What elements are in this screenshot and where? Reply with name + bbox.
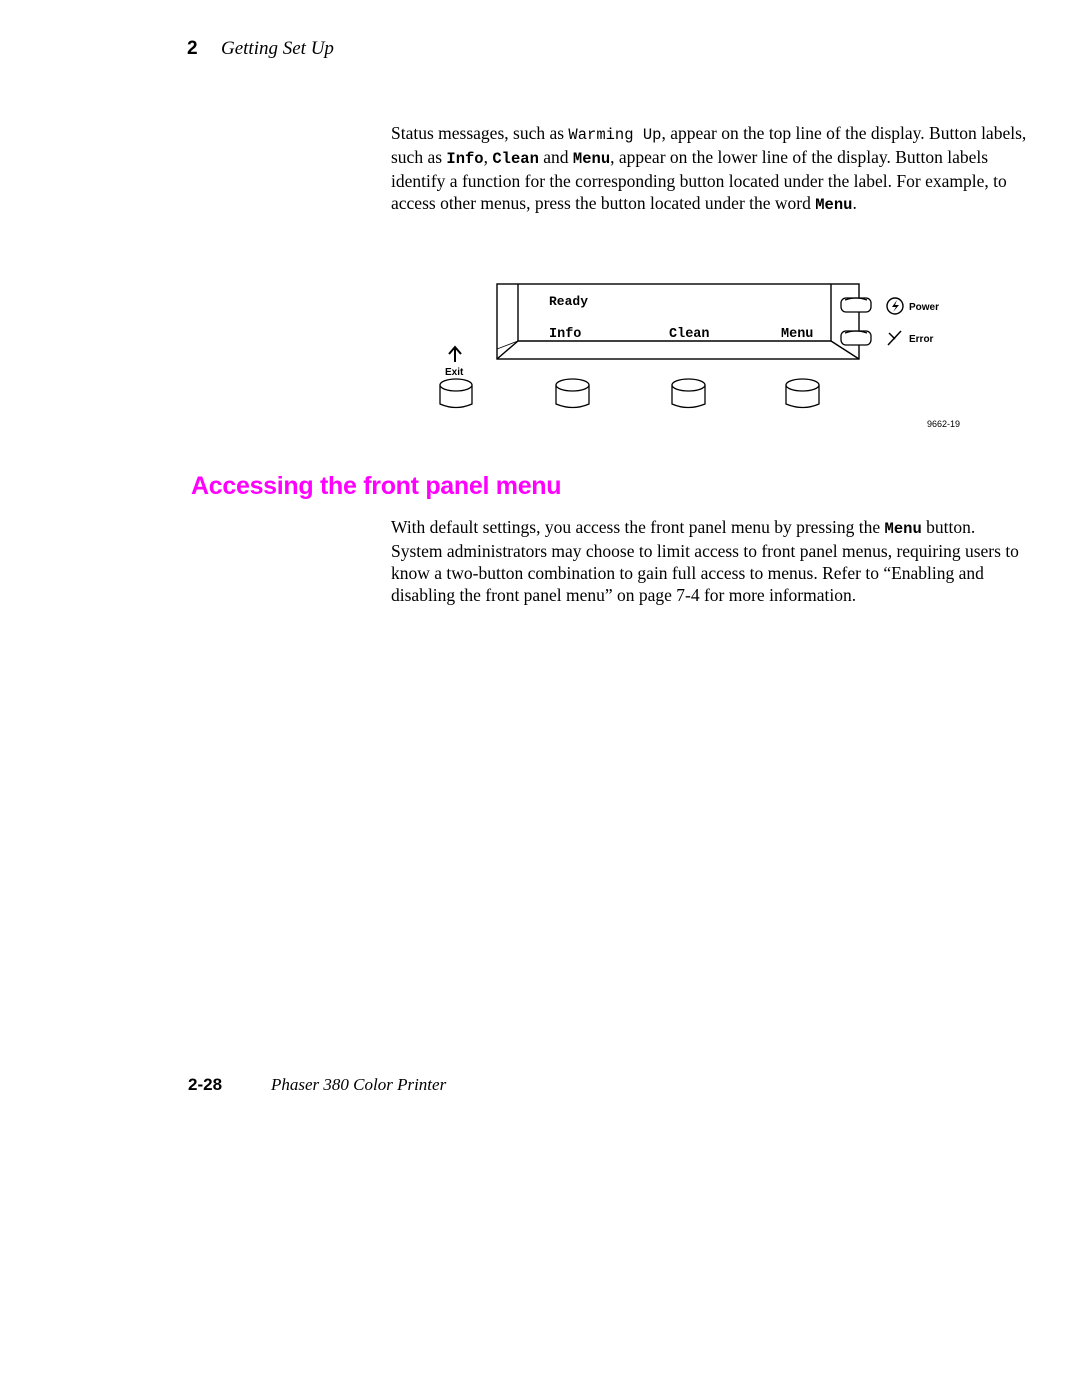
text: , appear on the lower line of the display. Button labels identify a function for the corresponding button located under the label. For example, to access other menus, press the button located under the word bbox=[391, 147, 1007, 213]
text: and bbox=[538, 147, 573, 167]
section-heading: Accessing the front panel menu bbox=[191, 472, 562, 500]
front-panel-menu-paragraph bbox=[391, 516, 1031, 606]
code-menu: Menu bbox=[815, 196, 853, 214]
code-menu: Menu bbox=[884, 520, 922, 538]
menu-button[interactable] bbox=[786, 379, 819, 408]
error-button[interactable] bbox=[841, 331, 871, 345]
code-warming-up: Warming Up bbox=[568, 126, 662, 144]
code-menu: Menu bbox=[572, 150, 611, 168]
text: button. System administrators may choose to limit access to front panel menus, requiring users to know a two-button combination to gain full access to menus. Refer to “Enabling and disabling the front panel menu” on page 7-4 for more information. bbox=[391, 517, 1019, 605]
display-label-info: Info bbox=[549, 327, 582, 342]
code-clean: Clean bbox=[492, 150, 539, 168]
power-icon bbox=[887, 298, 903, 314]
display-status-text: Ready bbox=[549, 294, 589, 309]
text: . bbox=[852, 193, 857, 213]
text: , appear on the top line of the display. Button labels, such as bbox=[391, 123, 1027, 167]
text: With default settings, you access the front panel menu by pressing the bbox=[391, 517, 885, 537]
info-button[interactable] bbox=[556, 379, 589, 408]
power-button[interactable] bbox=[841, 298, 871, 312]
chapter-number: 2 bbox=[187, 38, 198, 59]
status-messages-paragraph bbox=[391, 122, 1031, 216]
power-label: Power bbox=[909, 302, 940, 313]
chapter-title: Getting Set Up bbox=[221, 38, 334, 59]
error-icon bbox=[888, 331, 901, 345]
error-label: Error bbox=[909, 334, 934, 345]
product-name: Phaser 380 Color Printer bbox=[271, 1075, 447, 1094]
text: Status messages, such as bbox=[391, 123, 569, 143]
page-number: 2-28 bbox=[188, 1075, 223, 1094]
clean-button[interactable] bbox=[672, 379, 705, 408]
exit-label: Exit bbox=[445, 367, 464, 378]
exit-arrow-icon bbox=[449, 347, 461, 362]
exit-button[interactable] bbox=[440, 379, 472, 408]
text: , bbox=[483, 147, 493, 167]
figure-id: 9662-19 bbox=[927, 419, 961, 429]
code-info: Info bbox=[446, 150, 484, 168]
front-panel-figure bbox=[430, 278, 990, 438]
display-label-menu: Menu bbox=[781, 327, 814, 342]
display-label-clean: Clean bbox=[669, 327, 710, 342]
